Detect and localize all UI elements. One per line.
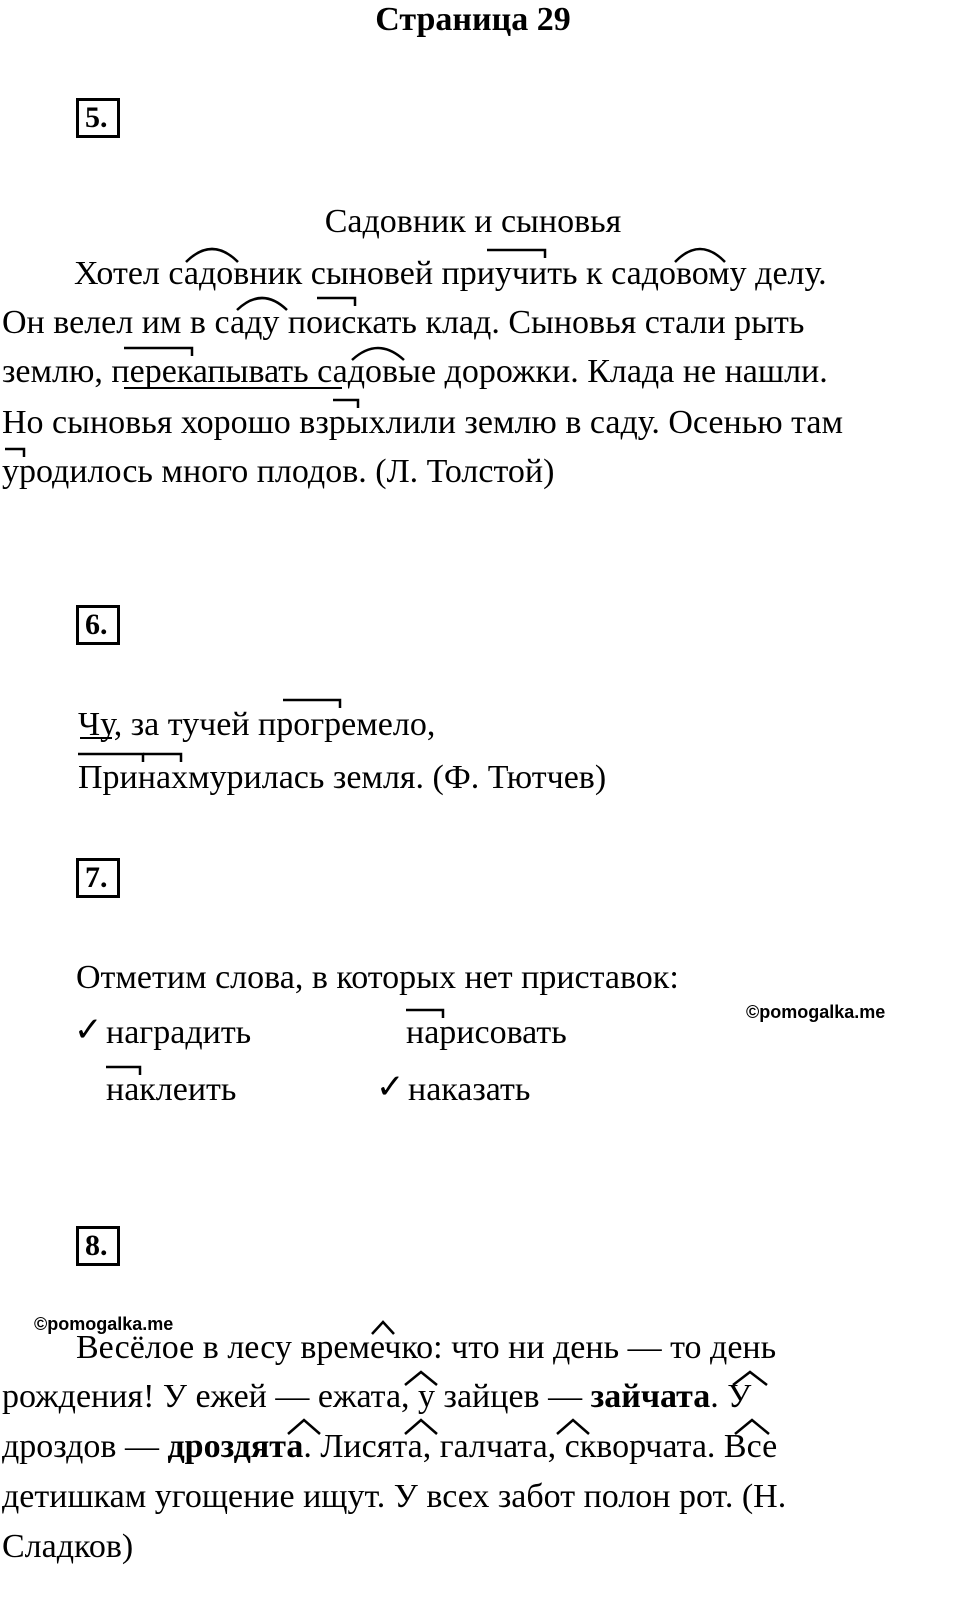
prefix-mark bbox=[406, 1010, 443, 1018]
suffix-mark bbox=[288, 1420, 320, 1434]
page-title: Страница 29 bbox=[375, 1, 571, 38]
word-3: наклеить bbox=[106, 1071, 237, 1108]
task-5-line-5: уродилось много плодов. (Л. Толстой) bbox=[2, 453, 555, 490]
prefix-mark bbox=[124, 348, 192, 356]
bold-word: дроздята bbox=[167, 1428, 304, 1465]
prefix-mark bbox=[317, 298, 355, 306]
text-segment: . Лисята, галчата, скворчата. Все bbox=[303, 1428, 778, 1465]
task-7-morpheme-marks bbox=[0, 990, 960, 1090]
suffix-mark bbox=[735, 1420, 769, 1434]
text-segment: дроздов — bbox=[2, 1428, 168, 1465]
task-6-number: 6. bbox=[76, 605, 120, 645]
text-segment: рождения! У ежей — ежата, у зайцев — bbox=[2, 1378, 591, 1415]
watermark: ©pomogalka.me bbox=[34, 1314, 174, 1334]
task-8-line-4: детишкам угощение ищут. У всех забот полон рот. (Н. bbox=[2, 1478, 787, 1515]
task-5-number: 5. bbox=[76, 98, 120, 138]
text-segment: . У bbox=[710, 1378, 752, 1415]
bold-word: зайчата bbox=[590, 1378, 711, 1415]
check-mark: ✓ bbox=[74, 1010, 103, 1050]
word-2: нарисовать bbox=[406, 1014, 567, 1051]
task-7-number: 7. bbox=[76, 858, 120, 898]
task-5-heading: Садовник и сыновья bbox=[324, 203, 622, 240]
suffix-mark bbox=[372, 1322, 394, 1334]
task-5-line-4: Но сыновья хорошо взрыхлили землю в саду. Осенью там bbox=[2, 404, 844, 441]
prefix-mark bbox=[5, 449, 24, 457]
prefix-mark bbox=[487, 250, 545, 258]
task-5-line-2: Он велел им в саду поискать клад. Сыновья стали рыть bbox=[2, 304, 805, 341]
task-8-line-1: Весёлое в лесу времечко: что ни день — то день bbox=[76, 1329, 777, 1366]
suffix-mark bbox=[405, 1372, 437, 1385]
root-arc-mark bbox=[237, 298, 287, 310]
check-mark: ✓ bbox=[376, 1067, 405, 1107]
prefix-mark bbox=[106, 1067, 140, 1075]
task-6-line-1: Чу, за тучей прогремело, bbox=[78, 706, 436, 743]
task-5-line-3: землю, перекапывать садовые дорожки. Клада не нашли. bbox=[2, 353, 828, 390]
prefix-mark bbox=[143, 754, 181, 762]
task-5-line-1: Хотел садовник сыновей приучить к садовому делу. bbox=[74, 255, 827, 292]
task-8-suffix-marks bbox=[0, 1300, 960, 1460]
task-6-morpheme-marks bbox=[0, 680, 960, 780]
watermark: ©pomogalka.me bbox=[746, 1002, 886, 1022]
suffix-mark bbox=[405, 1420, 437, 1434]
task-6-line-2: Принахмурилась земля. (Ф. Тютчев) bbox=[78, 759, 607, 796]
task-8-line-5: Сладков) bbox=[2, 1528, 134, 1565]
root-arc-mark bbox=[186, 249, 238, 262]
prefix-mark bbox=[333, 400, 358, 408]
task-8-number: 8. bbox=[76, 1226, 120, 1266]
task-7-intro: Отметим слова, в которых нет приставок: bbox=[76, 959, 679, 996]
suffix-mark bbox=[733, 1372, 767, 1385]
root-arc-mark bbox=[675, 249, 725, 262]
prefix-mark bbox=[283, 700, 340, 708]
word-1: наградить bbox=[106, 1014, 252, 1051]
suffix-mark bbox=[557, 1420, 589, 1434]
root-arc-mark bbox=[352, 348, 404, 360]
word-4: наказать bbox=[408, 1071, 531, 1108]
prefix-mark bbox=[78, 754, 143, 762]
task-5-morpheme-marks bbox=[0, 0, 960, 520]
